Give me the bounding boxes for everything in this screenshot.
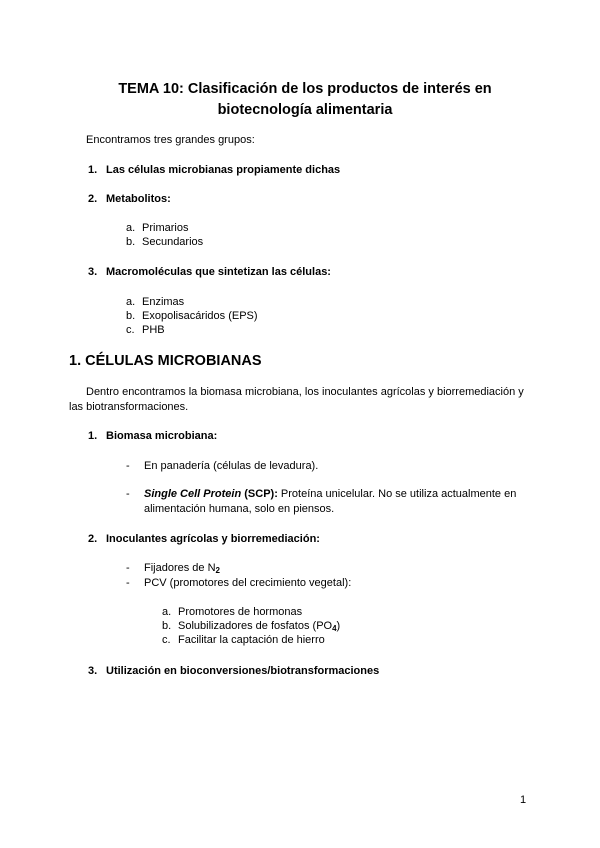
- group-label: Metabolitos:: [106, 193, 171, 205]
- page-number: 1: [520, 794, 527, 806]
- document-title: [60, 79, 550, 121]
- intro-text: Encontramos tres grandes grupos:: [86, 134, 255, 146]
- bullet-item: [126, 460, 318, 474]
- dash-marker: -: [126, 562, 130, 574]
- group-label: Las células microbianas propiamente dichas: [106, 164, 341, 176]
- list-label: Enzimas: [142, 296, 185, 308]
- dash-marker: -: [126, 460, 130, 472]
- group-item: [88, 164, 340, 178]
- group-number: 1.: [88, 164, 98, 176]
- bullet-text: Proteína unicelular. No se utiliza actualmente en: [277, 488, 517, 500]
- list-item: [126, 310, 258, 324]
- subsection-number: 2.: [88, 533, 98, 545]
- bullet-item: [126, 488, 516, 502]
- list-letter: b.: [162, 620, 172, 632]
- section-heading: 1. CÉLULAS MICROBIANAS: [69, 353, 262, 369]
- list-label: Secundarios: [142, 236, 204, 248]
- subsection-number: 1.: [88, 430, 98, 442]
- list-item: [126, 236, 203, 250]
- bullet-text: PCV (promotores del crecimiento vegetal):: [144, 577, 352, 589]
- title-line-1: TEMA 10: Clasificación de los productos de interés en: [118, 81, 492, 97]
- paragraph-line-2: las biotransformaciones.: [69, 401, 189, 413]
- bullet-continuation: alimentación humana, solo en piensos.: [144, 503, 335, 515]
- group-label: Macromoléculas que sintetizan las células:: [106, 266, 331, 278]
- subsection-item: [88, 430, 217, 444]
- list-item: [162, 634, 325, 648]
- dash-marker: -: [126, 488, 130, 500]
- list-letter: b.: [126, 310, 136, 322]
- list-label: Solubilizadores de fosfatos (PO: [178, 620, 333, 632]
- subscript: 2: [215, 566, 220, 575]
- list-label: Primarios: [142, 222, 189, 234]
- group-item: [88, 266, 331, 280]
- subsection-item: [88, 533, 320, 547]
- bullet-text: Fijadores de N: [144, 562, 216, 574]
- group-number: 2.: [88, 193, 98, 205]
- group-item: [88, 193, 171, 207]
- list-letter: c.: [162, 634, 171, 646]
- dash-marker: -: [126, 577, 130, 589]
- list-letter: a.: [162, 606, 172, 618]
- subscript: 4: [332, 624, 337, 633]
- list-label: Facilitar la captación de hierro: [178, 634, 325, 646]
- list-label-tail: ): [336, 620, 341, 632]
- list-label: Promotores de hormonas: [178, 606, 303, 618]
- subsection-label: Inoculantes agrícolas y biorremediación:: [106, 533, 320, 545]
- bullet-item: [126, 562, 220, 576]
- bullet-text: En panadería (células de levadura).: [144, 460, 319, 472]
- scp-term: Single Cell Protein: [144, 488, 242, 500]
- group-number: 3.: [88, 266, 98, 278]
- bullet-item: [126, 577, 351, 591]
- list-item: [126, 296, 184, 310]
- subsection-number: 3.: [88, 665, 98, 677]
- list-letter: b.: [126, 236, 136, 248]
- list-label: Exopolisacáridos (EPS): [142, 310, 258, 322]
- scp-abbr: (SCP):: [244, 488, 278, 500]
- list-item: [162, 606, 302, 620]
- list-letter: a.: [126, 296, 136, 308]
- list-letter: c.: [126, 324, 135, 336]
- subsection-item: [88, 665, 379, 679]
- list-label: PHB: [142, 324, 165, 336]
- subsection-label: Biomasa microbiana:: [106, 430, 218, 442]
- list-item: [126, 324, 165, 338]
- subsection-label: Utilización en bioconversiones/biotransformaciones: [106, 665, 380, 677]
- list-item: [162, 620, 340, 634]
- paragraph-line-1: Dentro encontramos la biomasa microbiana, los inoculantes agrícolas y biorremediación y: [86, 386, 524, 398]
- list-item: [126, 222, 188, 236]
- list-letter: a.: [126, 222, 136, 234]
- title-line-2: biotecnología alimentaria: [217, 102, 393, 118]
